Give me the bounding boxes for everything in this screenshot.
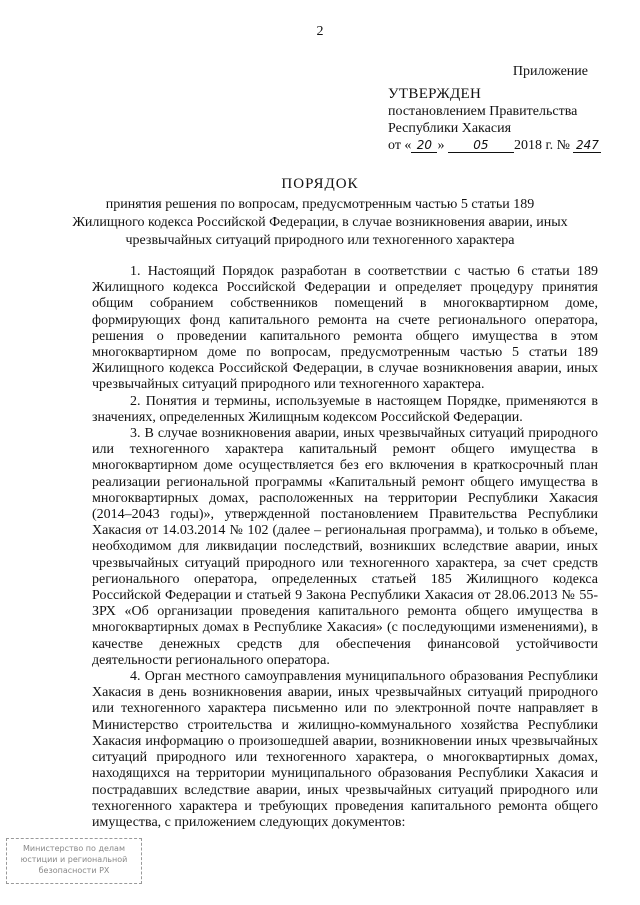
date-day: 20 — [411, 138, 437, 153]
approval-line-1: постановлением Правительства — [388, 104, 578, 119]
appendix-label: Приложение — [512, 64, 588, 79]
approval-line-2: Республики Хакасия — [388, 121, 512, 136]
stamp-line-2: юстиции и региональной — [20, 855, 128, 864]
stamp-line-3: безопасности РХ — [38, 866, 110, 875]
document-body — [92, 264, 598, 831]
date-prefix: от « — [388, 138, 412, 153]
document-title: ПОРЯДОК — [281, 176, 359, 192]
stamp-line-1: Министерство по делам — [23, 844, 125, 853]
approved-heading: УТВЕРЖДЕН — [388, 86, 482, 102]
approval-block — [388, 86, 608, 154]
paragraph-2: 2. Понятия и термины, используемые в настоящем Порядке, применяются в значениях, определенных Жилищным кодексом Российской Федерации. — [92, 393, 598, 425]
paragraph-1: 1. Настоящий Порядок разработан в соответствии с частью 6 статьи 189 Жилищного кодекса Российской Федерации и определяет процедуру принятия общим собранием собственников помещений в многоквартирном доме, формирующих фонд капитального ремонта на счете регионального оператора, решения о проведении капитального ремонта общего имущества в этом многоквартирном доме по вопросам, предусмотренным частью 5 статьи 189 Жилищного кодекса Российской Федерации, в случае возникновения аварии, иных чрезвычайных ситуаций природного или техногенного характера. — [92, 264, 598, 393]
date-mid: » — [437, 138, 445, 153]
page-number: 2 — [316, 24, 324, 39]
document-subtitle: принятия решения по вопросам, предусмотренным частью 5 статьи 189 Жилищного кодекса Российской Федерации, в случае возникновения аварии, иных чрезвычайных ситуаций природного или техногенного характера — [72, 197, 568, 248]
paragraph-4: 4. Орган местного самоуправления муниципального образования Республики Хакасия в день возникновения аварии, иных чрезвычайных ситуаций природного или техногенного характера письменно или по электронной почте направляет в Министерство строительства и жилищно-коммунального хозяйства Республики Хакасия информацию о произошедшей аварии, возникновении иных чрезвычайных ситуаций природного или техногенного характера, о многоквартирных домах, находящихся на территории муниципального образования Республики Хакасия и пострадавших вследствие аварии, иных чрезвычайных ситуаций природного или техногенного характера и требующих проведения капитального ремонта общего имущества, с приложением следующих документов: — [92, 669, 598, 830]
paragraph-3: 3. В случае возникновения аварии, иных чрезвычайных ситуаций природного или техногенного характера капитальный ремонт общего имущества в многоквартирном доме осуществляется без его включения в краткосрочный план реализации региональной программы «Капитальный ремонт общего имущества в многоквартирных домах, расположенных на территории Республики Хакасия (2014–2043 годы)», утвержденной постановлением Правительства Республики Хакасия от 14.03.2014 № 102 (далее – региональная программа), и только в объеме, необходимом для ликвидации последствий, возникших вследствие аварии, иных чрезвычайных ситуаций природного или техногенного характера, за счет средств регионального оператора, определенных статьей 185 Жилищного кодекса Российской Федерации и статьей 9 Закона Республики Хакасия от 28.06.2013 № 55-ЗРХ «Об организации проведения капитального ремонта общего имущества в многоквартирных домах в Республике Хакасия» (с последующими изменениями), в качестве денежных средств для обеспечения финансовой устойчивости деятельности регионального оператора. — [92, 426, 598, 668]
registration-stamp — [6, 838, 142, 884]
approval-date-line — [388, 137, 608, 154]
document-number: 247 — [573, 138, 601, 153]
date-month: 05 — [448, 138, 514, 153]
date-year: 2018 г. № — [513, 138, 570, 153]
